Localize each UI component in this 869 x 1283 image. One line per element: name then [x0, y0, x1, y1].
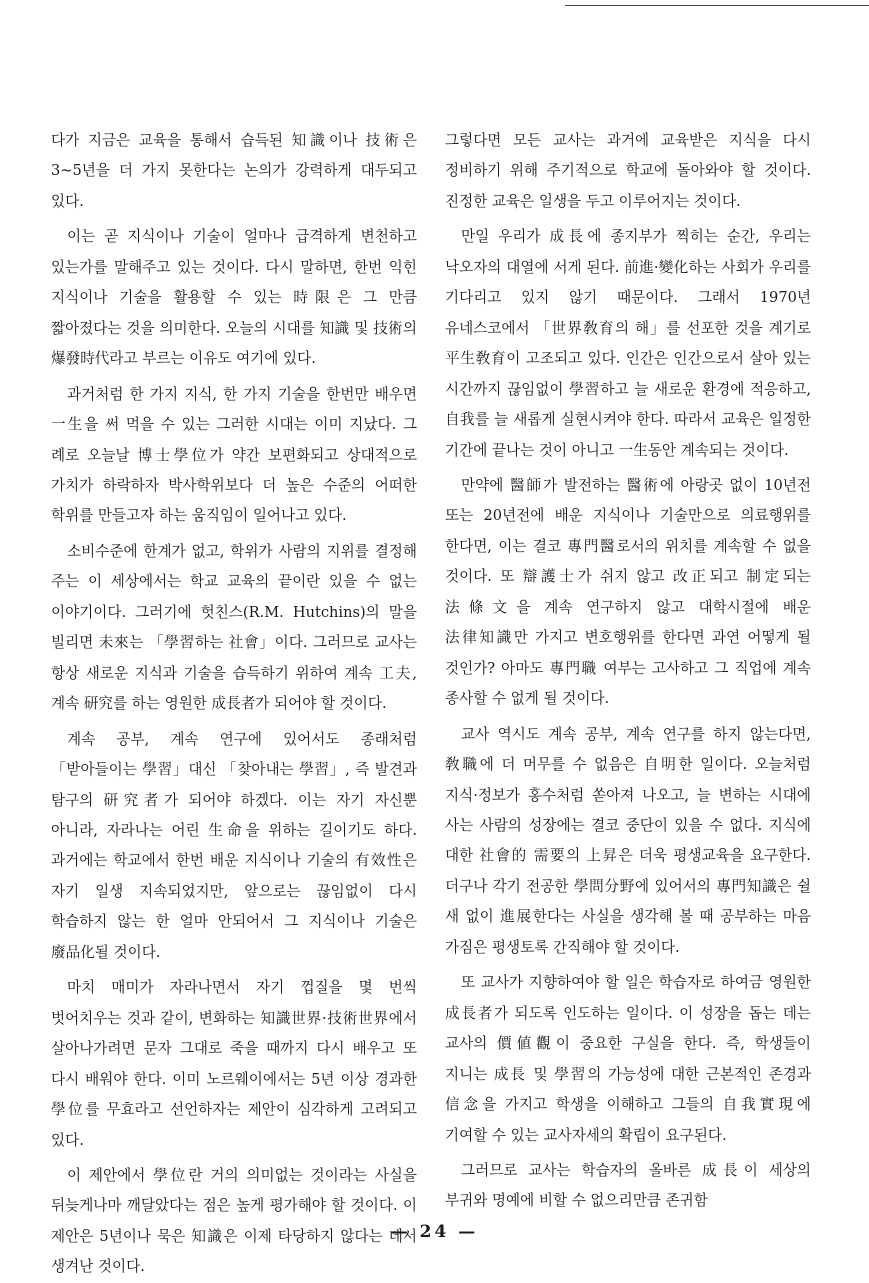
paragraph: 계속 공부, 계속 연구에 있어서도 종래처럼 「받아들이는 學習」대신 「찾아내는 學習」, 즉 발견과 탐구의 研究者가 되어야 하겠다. 이는 자기 자신뿐 아니라, 자라나는 어린 生命을 위하는 길이기도 하다. 과거에는 학교에서 한번 배운 지식이나 기술의 有效性은 자기 일생 지속되었지만, 앞으로는 끊임없이 다시 학습하지 않는 한 얼마 안되어서 그 지식이나 기술은 廢品化될 것이다.	[51, 730, 417, 961]
header-rule	[565, 5, 869, 6]
paragraph: 이 제안에서 學位란 거의 의미없는 것이라는 사실을 뒤늦게나마 깨달았다는 점은 높게 평가해야 할 것이다. 이 제안은 5년이나 묵은 知識은 이제 타당하지 않다는 데서 생겨난 것이다.	[51, 1166, 417, 1276]
paragraph: 그러므로 교사는 학습자의 올바른 成長이 세상의 부귀와 명예에 비할 수 없으리만큼 존귀함	[445, 1161, 811, 1210]
paragraph: 또 교사가 지향하여야 할 일은 학습자로 하여금 영원한 成長者가 되도록 인도하는 일이다. 이 성장을 돕는 데는 교사의 價値觀이 중요한 구실을 한다. 즉, 학생들이 지니는 成長 및 學習의 가능성에 대한 근본적인 존경과 信念을 가지고 학생을 이해하고 그들의 自我實現에 기여할 수 있는 교사자세의 확립이 요구된다.	[445, 974, 811, 1144]
paragraph: 마치 매미가 자라나면서 자기 껍질을 몇 번씩 벗어치우는 것과 같이, 변화하는 知識世界·技術世界에서 살아나가려면 문자 그대로 죽을 때까지 다시 배우고 또 다시 배워야 한다. 이미 노르웨이에서는 5년 이상 경과한 學位를 무효라고 선언하자는 제안이 심각하게 고려되고 있다.	[51, 979, 417, 1149]
paragraph: 교사 역시도 계속 공부, 계속 연구를 하지 않는다면, 敎職에 더 머무를 수 없음은 自明한 일이다. 오늘처럼 지식·정보가 홍수처럼 쏟아져 나오고, 늘 변하는 시대에 사는 사람의 성장에는 결코 중단이 있을 수 없다. 지식에 대한 社會的 需要의 上昇은 더욱 평생교육을 요구한다. 더구나 각기 전공한 學問分野에 있어서의 專門知識은 쉴 새 없이 進展한다는 사실을 생각해 볼 때 공부하는 마음 가짐은 평생토록 간직해야 할 것이다.	[445, 725, 811, 956]
left-column	[51, 126, 417, 1283]
paragraph: 만약에 醫師가 발전하는 醫術에 아랑곳 없이 10년전 또는 20년전에 배운 지식이나 기술만으로 의료행위를 한다면, 이는 결코 專門醫로서의 위치를 계속할 수 없을 것이다. 또 辯護士가 쉬지 않고 改正되고 制定되는 法條文을 계속 연구하지 않고 대학시절에 배운 法律知識만 가지고 변호행위를 한다면 과연 어떻게 될 것인가? 아마도 專門職 여부는 고사하고 그 직업에 계속 종사할 수 없게 될 것이다.	[445, 476, 811, 708]
paragraph: 이는 곧 지식이나 기술이 얼마나 급격하게 변천하고 있는가를 말해주고 있는 것이다. 다시 말하면, 한번 익힌 지식이나 기술을 활용할 수 있는 時限은 그 만큼 짧아졌다는 것을 의미한다. 오늘의 시대를 知識 및 技術의 爆發時代라고 부르는 이유도 여기에 있다.	[51, 228, 417, 368]
page-number: — 24 —	[390, 1222, 479, 1242]
paragraph: 다가 지금은 교육을 통해서 습득된 知識이나 技術은 3~5년을 더 가지 못한다는 논의가 강력하게 대두되고 있다.	[51, 132, 417, 210]
paragraph: 소비수준에 한계가 없고, 학위가 사람의 지위를 결정해 주는 이 세상에서는 학교 교육의 끝이란 있을 수 없는 이야기이다. 그러기에 헛친스(R.M. Hutchins)의 말을 빌리면 未來는 「學習하는 社會」이다. 그러므로 교사는 항상 새로운 지식과 기술을 습득하기 위하여 계속 工夫, 계속 研究를 하는 영원한 成長者가 되어야 할 것이다.	[51, 542, 417, 713]
right-column	[445, 126, 811, 1217]
paragraph: 만일 우리가 成長에 종지부가 찍히는 순간, 우리는 낙오자의 대열에 서게 된다. 前進·變化하는 사회가 우리를 기다리고 있지 않기 때문이다. 그래서 1970년 유네스코에서 「世界敎育의 해」를 선포한 것을 계기로 平生敎育이 고조되고 있다. 인간은 인간으로서 살아 있는 시간까지 끊임없이 學習하고 늘 새로운 환경에 적응하고, 自我를 늘 새롭게 실현시켜야 한다. 따라서 교육은 일정한 기간에 끝나는 것이 아니고 一生동안 계속되는 것이다.	[445, 228, 811, 459]
paragraph: 그렇다면 모든 교사는 과거에 교육받은 지식을 다시 정비하기 위해 주기적으로 학교에 돌아와야 할 것이다. 진정한 교육은 일생을 두고 이루어지는 것이다.	[445, 132, 811, 210]
paragraph: 과거처럼 한 가지 지식, 한 가지 기술을 한번만 배우면 一生을 써 먹을 수 있는 그러한 시대는 이미 지났다. 그 례로 오늘날 博士學位가 약간 보편화되고 상대적으로 가치가 하락하자 박사학위보다 더 높은 수준의 어떠한 학위를 만들고자 하는 움직임이 일어나고 있다.	[51, 385, 417, 525]
